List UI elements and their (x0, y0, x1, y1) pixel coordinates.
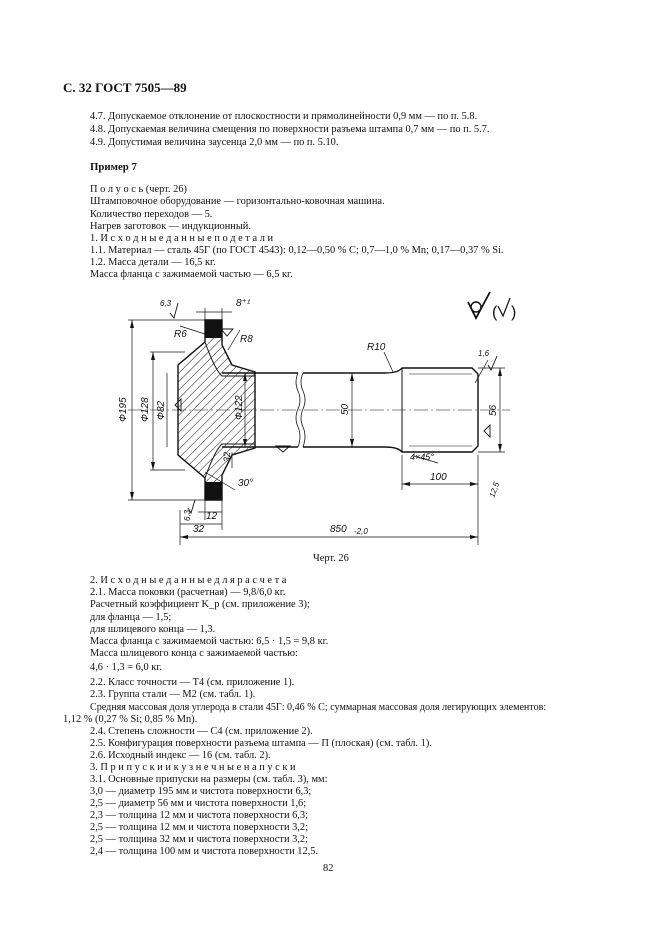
rough-6-3-top: 6,3 (160, 299, 172, 308)
text-line: Расчетный коэффициент K_р (см. приложение 3); (90, 599, 310, 610)
text-line: Штамповочное оборудование — горизонтально-ковочная машина. (90, 196, 385, 207)
text-line: 2,5 — толщина 12 мм и чистота поверхности 3,2; (90, 822, 308, 833)
dim-d82: Ф82 (156, 400, 167, 420)
text-line: 1,12 % (0,27 % Si; 0,85 % Mn). (63, 714, 198, 725)
rough-6-3-bottom: 6,3 (183, 509, 192, 521)
text-line: Масса фланца с зажимаемой частью: 6,5 · 1,5 = 9,8 кг. (90, 636, 329, 647)
section-heading: 3. П р и п у с к и и к у з н е ч н ы е н а п у с к и (90, 762, 296, 773)
text-line: для фланца — 1,5; (90, 612, 172, 623)
dim-l12: 12 (206, 511, 218, 522)
dim-l850: 850 (330, 524, 347, 535)
svg-text:): ) (511, 304, 517, 321)
dim-d128: Ф128 (140, 397, 151, 422)
text-line: 1.1. Материал — сталь 45Г (по ГОСТ 4543): 0,12—0,50 % С; 0,7—1,0 % Mn; 0,17—0,37 % Si. (90, 245, 504, 256)
text-line: 3.1. Основные припуски на размеры (см. табл. 3), мм: (90, 774, 328, 785)
dim-r6: R6 (174, 329, 187, 340)
page-number: 82 (323, 863, 334, 874)
text-line: Масса фланца с зажимаемой частью — 6,5 кг. (90, 269, 293, 280)
figure-caption: Черт. 26 (313, 553, 349, 564)
dim-l100: 100 (430, 472, 447, 483)
dim-d50: 50 (340, 403, 351, 415)
text-line: 2.2. Класс точности — Т4 (см. приложение 1). (90, 677, 295, 688)
text-line: 2.6. Исходный индекс — 16 (см. табл. 2). (90, 750, 271, 761)
text-line: 2,5 — диаметр 56 мм и чистота поверхности 1,6; (90, 798, 307, 809)
example-title: Пример 7 (90, 161, 137, 173)
dim-d122: Ф122 (234, 395, 245, 420)
dim-c32: 32 (222, 451, 232, 462)
text-line: 2,4 — толщина 100 мм и чистота поверхности 12,5. (90, 846, 319, 857)
general-roughness-mark (468, 292, 516, 321)
text-line: 4.8. Допускаемая величина смещения по поверхности разъема штампа 0,7 мм — по п. 5.7. (90, 124, 490, 135)
section-heading: 1. И с х о д н ы е д а н н ы е п о д е т а л и (90, 233, 274, 244)
text-line: 1.2. Масса детали — 16,5 кг. (90, 257, 216, 268)
text-line: 2,5 — толщина 32 мм и чистота поверхности 3,2; (90, 834, 308, 845)
text-line: 3,0 — диаметр 195 мм и чистота поверхности 6,3; (90, 786, 312, 797)
text-line: 2.5. Конфигурация поверхности разъема штампа — П (плоская) (см. табл. 1). (90, 738, 432, 749)
text-line: Нагрев заготовок — индукционный. (90, 221, 251, 232)
text-line: 4,6 · 1,3 = 6,0 кг. (90, 662, 163, 673)
dim-chamfer: 4×45° (410, 452, 434, 462)
dim-d56: 56 (488, 404, 499, 416)
dim-r10: R10 (367, 342, 386, 353)
text-line: Средняя массовая доля углерода в стали 45Г: 0,46 % С; суммарная массовая доля легирующих элементов: (90, 702, 547, 713)
section-heading: 2. И с х о д н ы е д а н н ы е д л я р а с ч е т а (90, 575, 287, 586)
page-header: С. 32 ГОСТ 7505—89 (63, 80, 187, 95)
text-line: 2.3. Группа стали — М2 (см. табл. 1). (90, 689, 256, 700)
dim-b8: 8⁺¹ (236, 298, 251, 309)
text-line: 2,3 — толщина 12 мм и чистота поверхности 6,3; (90, 810, 308, 821)
text-line: Количество переходов — 5. (90, 209, 213, 220)
dim-a30: 30° (238, 478, 254, 489)
text-line: для шлицевого конца — 1,3. (90, 624, 216, 635)
text-line: 2.4. Степень сложности — С4 (см. приложение 2). (90, 726, 313, 737)
dim-l850-tolerance: -2,0 (354, 527, 368, 536)
text-line: 4.7. Допускаемое отклонение от плоскостности и прямолинейности 0,9 мм — по п. 5.8. (90, 111, 478, 122)
dim-r8: R8 (240, 334, 253, 345)
svg-text:(: ( (492, 304, 498, 321)
text-line: П о л у о с ь (черт. 26) (90, 184, 187, 195)
rough-1-6: 1,6 (478, 349, 490, 358)
rough-12-5: 12,5 (487, 480, 502, 499)
text-line: 2.1. Масса поковки (расчетная) — 9,8/6,0 кг. (90, 587, 286, 598)
dim-l32: 32 (193, 524, 205, 535)
dim-d195: Ф195 (118, 397, 129, 422)
text-line: Масса шлицевого конца с зажимаемой частью: (90, 648, 298, 659)
text-line: 4.9. Допустимая величина заусенца 2,0 мм — по п. 5.10. (90, 137, 339, 148)
